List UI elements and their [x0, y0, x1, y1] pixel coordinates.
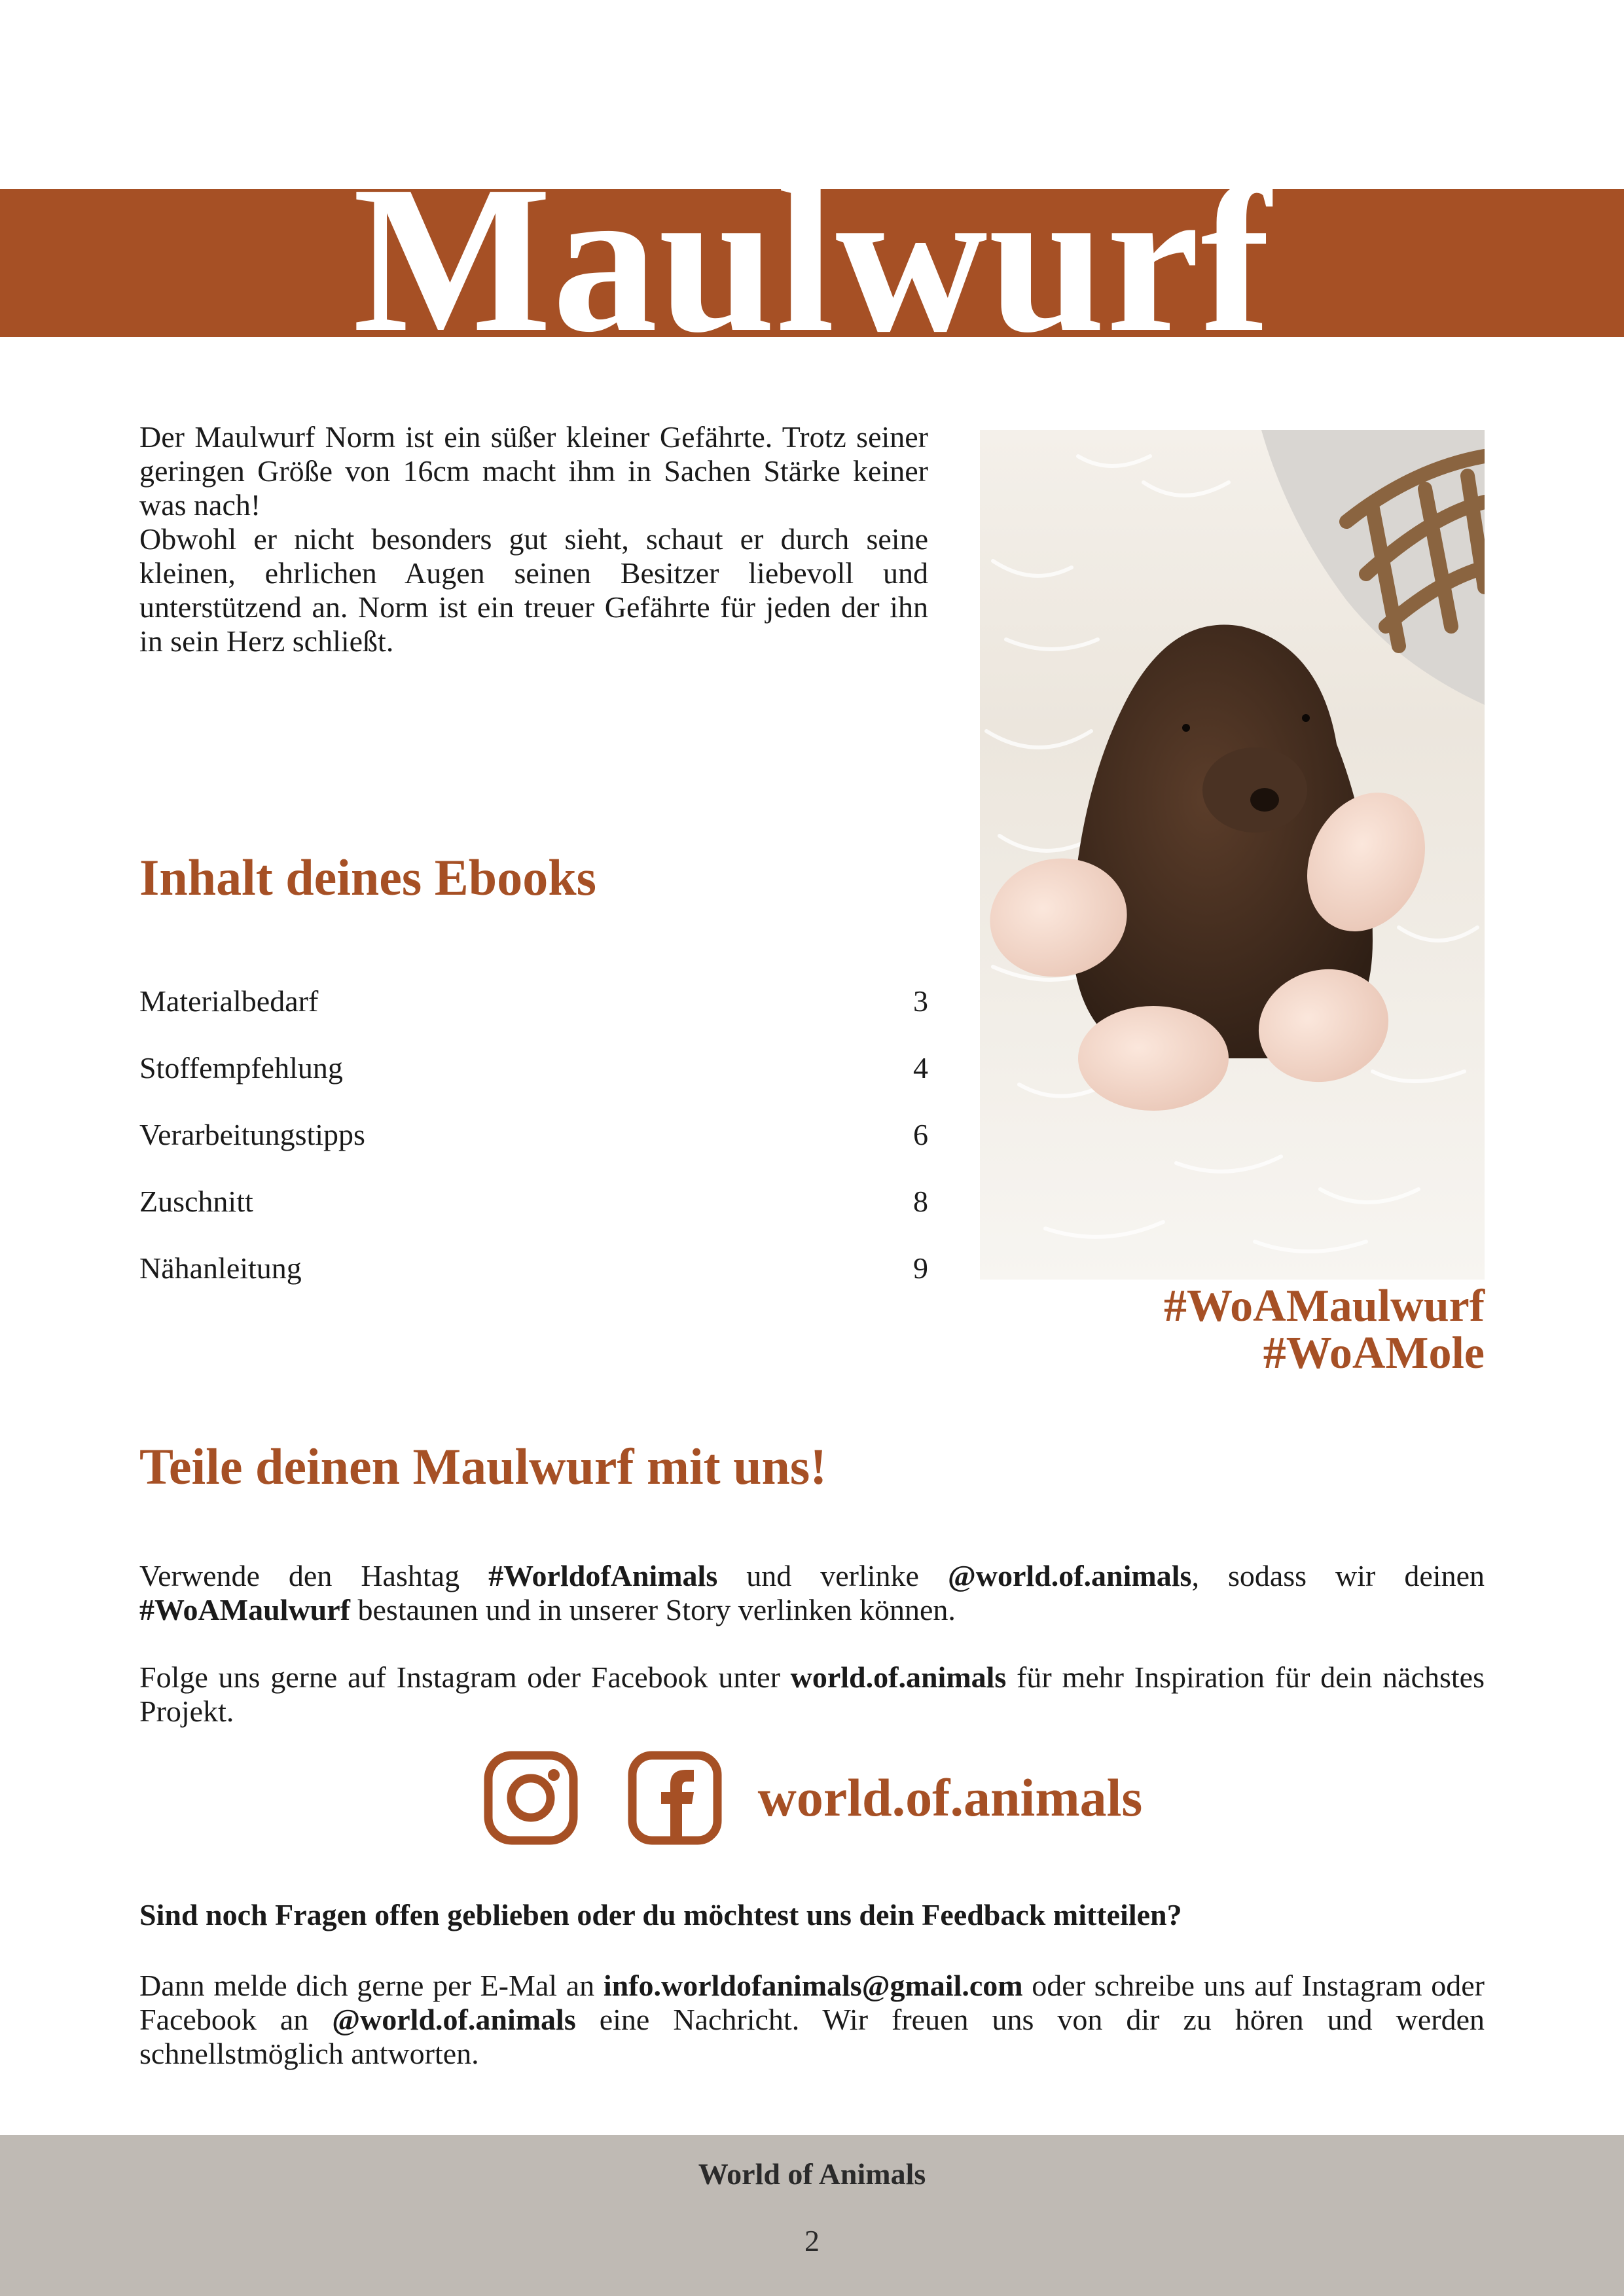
- toc-item-label: Zuschnitt: [139, 1185, 253, 1218]
- toc-item: [139, 1249, 928, 1316]
- text: und verlinke: [717, 1559, 948, 1592]
- footer-brand: World of Animals: [698, 2157, 926, 2191]
- share-heading: Teile deinen Maulwurf mit uns!: [139, 1438, 827, 1495]
- toc-item-label: Stoffempfehlung: [139, 1051, 343, 1085]
- toc-item-page: 8: [913, 1185, 928, 1218]
- text: eine Nachricht. Wir freuen uns von dir zu hören und werden schnellstmöglich antworten.: [139, 2003, 1485, 2070]
- toc-item: [139, 1049, 928, 1116]
- page-footer: [0, 2135, 1624, 2296]
- text: bestaunen und in unserer Story verlinken können.: [350, 1593, 956, 1626]
- social-handle[interactable]: world.of.animals: [757, 1768, 1143, 1827]
- account-name: world.of.animals: [790, 1660, 1007, 1694]
- toc-item-label: Verarbeitungstipps: [139, 1118, 365, 1151]
- hashtag-woamaulwurf: #WoAMaulwurf: [139, 1593, 350, 1626]
- intro-text: [139, 420, 928, 658]
- contents-heading: Inhalt deines Ebooks: [139, 849, 596, 906]
- mole-plush-photo: [980, 430, 1485, 1280]
- handle-mention: @world.of.animals: [332, 2003, 576, 2036]
- text: Dann melde dich gerne per E-Mal an: [139, 1969, 604, 2002]
- intro-paragraph-1: Der Maulwurf Norm ist ein süßer kleiner Gefährte. Trotz seiner geringen Größe von 16cm macht ihm in Sachen Stärke keiner was nach!: [139, 420, 928, 522]
- hashtag: #WoAMaulwurf: [1164, 1281, 1485, 1331]
- email-address: info.worldofanimals@gmail.com: [603, 1969, 1023, 2002]
- toc-item-page: 3: [913, 984, 928, 1018]
- text: oder schreibe uns auf Instagram oder Facebook an: [139, 1969, 1485, 2036]
- facebook-icon[interactable]: [626, 1749, 724, 1847]
- toc-item-label: Materialbedarf: [139, 984, 319, 1018]
- social-links: [0, 1749, 1624, 1847]
- handle-mention: @world.of.animals: [947, 1559, 1192, 1592]
- text: , sodass wir deinen: [1191, 1559, 1485, 1592]
- feedback-question: Sind noch Fragen offen geblieben oder du möchtest uns dein Feedback mitteilen?: [139, 1898, 1182, 1931]
- toc-item-label: Nähanleitung: [139, 1251, 302, 1285]
- share-paragraph-1: [139, 1559, 1485, 1627]
- intro-paragraph-2: Obwohl er nicht besonders gut sieht, schaut er durch seine kleinen, ehrlichen Augen seinen Besitzer liebevoll und unterstützend an. Norm ist ein treuer Gefährte für jeden der ihn in sein Herz schließt.: [139, 522, 928, 658]
- share-paragraph-2: [139, 1660, 1485, 1729]
- toc-item-page: 6: [913, 1118, 928, 1151]
- toc-item-page: 4: [913, 1051, 928, 1085]
- toc-item-page: 9: [913, 1251, 928, 1285]
- page-title: Maulwurf: [352, 142, 1272, 376]
- text: Folge uns gerne auf Instagram oder Facebook unter: [139, 1660, 791, 1694]
- table-of-contents: [139, 982, 928, 1316]
- hashtags: [980, 1283, 1485, 1377]
- toc-item: [139, 1116, 928, 1183]
- hashtag: #WoAMole: [1263, 1328, 1485, 1378]
- text: für mehr Inspiration für dein nächstes Projekt.: [139, 1660, 1485, 1728]
- feedback-paragraph: [139, 1969, 1485, 2071]
- page-number: 2: [804, 2224, 820, 2257]
- toc-item: [139, 982, 928, 1049]
- text: Verwende den Hashtag: [139, 1559, 489, 1592]
- instagram-icon[interactable]: [482, 1749, 580, 1847]
- toc-item: [139, 1183, 928, 1249]
- hashtag-worldofanimals: #WorldofAnimals: [488, 1559, 718, 1592]
